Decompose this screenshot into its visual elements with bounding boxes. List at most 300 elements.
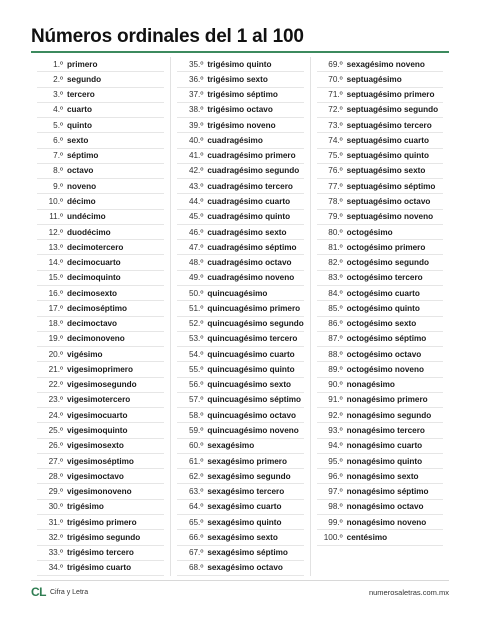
table-row — [317, 118, 443, 133]
table-row — [177, 149, 303, 164]
ordinal-number: 37.º — [188, 90, 204, 100]
ordinal-number: 76.º — [328, 166, 343, 176]
ordinal-number: 22.º — [48, 380, 63, 390]
ordinal-number: 24.º — [48, 410, 63, 420]
ordinal-number: 6.º — [53, 135, 63, 145]
ordinal-number: 62.º — [188, 471, 204, 481]
ordinal-number: 27.º — [48, 456, 63, 466]
table-row — [317, 194, 443, 209]
ordinal-word: vigesimoquinto — [67, 426, 128, 435]
table-row — [317, 515, 443, 530]
table-row — [177, 240, 303, 255]
ordinal-number: 32.º — [48, 532, 63, 542]
ordinal-word: trigésimo cuarto — [67, 563, 132, 573]
ordinal-word: octogésimo octavo — [346, 349, 422, 359]
ordinal-word: vigesimoprimero — [67, 364, 133, 374]
ordinal-word: decimosexto — [67, 288, 118, 298]
table-row — [37, 301, 164, 316]
table-row — [317, 317, 443, 332]
table-row — [177, 57, 303, 72]
ordinal-number: 52.º — [188, 319, 204, 329]
ordinal-word: octogésimo séptimo — [346, 334, 427, 344]
ordinal-word: trigésimo noveno — [207, 120, 276, 130]
ordinal-number: 80.º — [328, 227, 343, 237]
table-row — [317, 332, 443, 347]
table-row — [37, 240, 164, 255]
table-row — [37, 271, 164, 286]
table-row — [177, 317, 303, 332]
ordinal-word: quincuagésimo octavo — [207, 410, 297, 420]
ordinal-word: nonagésimo quinto — [346, 456, 423, 466]
logo-text: Cifra y Letra — [50, 588, 89, 596]
table-row — [177, 454, 303, 469]
ordinal-number: 28.º — [48, 471, 63, 481]
ordinal-number: 17.º — [48, 303, 63, 313]
table-row — [37, 103, 164, 118]
ordinal-number: 65.º — [188, 517, 204, 527]
table-row — [317, 469, 443, 484]
ordinal-word: cuadragésimo noveno — [207, 273, 295, 283]
table-row — [37, 484, 164, 499]
table-row — [317, 362, 443, 377]
table-row — [317, 301, 443, 316]
ordinal-number: 59.º — [188, 426, 204, 435]
ordinal-number: 9.º — [53, 181, 63, 191]
ordinal-number: 86.º — [328, 319, 343, 329]
ordinal-number: 21.º — [48, 364, 63, 374]
ordinal-word: septuagésimo séptimo — [346, 181, 436, 191]
ordinal-number: 20.º — [48, 349, 63, 359]
table-row — [177, 72, 303, 87]
ordinal-word: segundo — [67, 74, 102, 84]
ordinal-word: octogésimo sexto — [346, 319, 417, 329]
ordinal-word: trigésimo tercero — [67, 548, 134, 558]
title-divider — [31, 51, 449, 53]
ordinal-word: octogésimo quinto — [346, 303, 420, 313]
ordinal-word: septuagésimo sexto — [346, 166, 426, 176]
table-row — [317, 500, 443, 515]
ordinal-number: 12.º — [48, 227, 63, 237]
ordinal-number: 3.º — [53, 90, 63, 100]
table-row — [317, 57, 443, 72]
ordinal-word: cuadragésimo sexto — [207, 227, 287, 237]
ordinal-word: vigesimonoveno — [67, 487, 132, 497]
ordinal-word: decimoquinto — [67, 273, 121, 283]
table-row — [37, 255, 164, 270]
ordinal-word: sexagésimo octavo — [207, 563, 283, 573]
ordinal-number: 100.º — [323, 532, 343, 542]
ordinal-word: octogésimo tercero — [346, 273, 423, 283]
table-row — [317, 286, 443, 301]
ordinal-word: vigésimo — [67, 349, 103, 359]
table-row — [37, 286, 164, 301]
ordinal-word: trigésimo octavo — [207, 105, 273, 115]
ordinal-word: quincuagésimo — [207, 288, 268, 298]
ordinal-word: sexagésimo primero — [207, 456, 287, 466]
ordinal-number: 34.º — [48, 563, 63, 573]
ordinal-number: 55.º — [188, 364, 204, 374]
ordinal-number: 74.º — [328, 135, 343, 145]
table-row — [177, 546, 303, 561]
ordinal-number: 14.º — [48, 258, 63, 268]
ordinal-word: trigésimo séptimo — [207, 90, 278, 100]
ordinal-word: quincuagésimo primero — [207, 303, 301, 313]
column-1 — [31, 57, 170, 576]
table-row — [37, 332, 164, 347]
ordinal-number: 93.º — [328, 426, 343, 435]
ordinal-number: 49.º — [188, 273, 204, 283]
table-row — [37, 194, 164, 209]
table-row — [317, 439, 443, 454]
ordinal-number: 11.º — [49, 212, 63, 222]
ordinal-number: 8.º — [53, 166, 63, 176]
table-row — [37, 88, 164, 103]
ordinal-word: sexto — [67, 135, 89, 145]
table-row — [37, 225, 164, 240]
ordinal-word: nonagésimo sexto — [346, 471, 419, 481]
table-row — [37, 439, 164, 454]
table-row — [317, 149, 443, 164]
table-row — [37, 72, 164, 87]
ordinal-word: sexagésimo tercero — [207, 487, 285, 497]
ordinal-number: 36.º — [188, 74, 204, 84]
table-row — [37, 57, 164, 72]
ordinal-word: undécimo — [67, 212, 106, 222]
ordinal-word: quincuagésimo noveno — [207, 426, 299, 435]
ordinal-word: nonagésimo noveno — [346, 517, 427, 527]
ordinal-word: cuadragésimo cuarto — [207, 197, 291, 207]
table-row — [177, 88, 303, 103]
ordinal-word: sexagésimo séptimo — [207, 548, 288, 558]
ordinal-number: 29.º — [48, 487, 63, 497]
ordinal-number: 1.º — [53, 59, 63, 69]
table-row — [177, 164, 303, 179]
ordinal-word: septuagésimo tercero — [346, 120, 432, 130]
ordinal-word: sexagésimo cuarto — [207, 502, 282, 512]
table-row — [177, 530, 303, 545]
ordinal-number: 75.º — [328, 151, 343, 161]
ordinal-number: 92.º — [328, 410, 343, 420]
ordinal-word: trigésimo sexto — [207, 74, 268, 84]
ordinal-number: 13.º — [48, 242, 63, 252]
table-row — [177, 362, 303, 377]
brand-logo — [31, 585, 88, 599]
ordinal-number: 43.º — [188, 181, 204, 191]
ordinal-word: tercero — [67, 90, 95, 100]
table-row — [177, 484, 303, 499]
ordinal-word: octogésimo noveno — [346, 364, 424, 374]
ordinal-word: duodécimo — [67, 227, 111, 237]
table-row — [37, 210, 164, 225]
table-row — [177, 301, 303, 316]
ordinal-number: 91.º — [328, 395, 343, 405]
ordinal-word: trigésimo — [67, 502, 104, 512]
ordinal-word: cuadragésimo quinto — [207, 212, 291, 222]
ordinal-number: 77.º — [328, 181, 343, 191]
table-row — [317, 240, 443, 255]
ordinal-number: 56.º — [188, 380, 204, 390]
ordinal-number: 50.º — [188, 288, 204, 298]
ordinal-word: cuadragésimo tercero — [207, 181, 293, 191]
table-row — [37, 347, 164, 362]
ordinal-number: 54.º — [188, 349, 204, 359]
ordinal-word: noveno — [67, 181, 97, 191]
ordinal-number: 40.º — [188, 135, 204, 145]
ordinal-number: 35.º — [188, 59, 204, 69]
ordinal-number: 47.º — [188, 242, 204, 252]
ordinal-word: octavo — [67, 166, 94, 176]
ordinal-word: trigésimo quinto — [207, 59, 272, 69]
table-row — [177, 347, 303, 362]
ordinal-number: 23.º — [48, 395, 63, 405]
table-row — [37, 561, 164, 576]
ordinal-number: 19.º — [48, 334, 63, 344]
ordinal-number: 66.º — [188, 532, 204, 542]
table-row — [177, 118, 303, 133]
ordinal-number: 18.º — [48, 319, 63, 329]
table-row — [317, 210, 443, 225]
table-row — [177, 133, 303, 148]
ordinal-number: 94.º — [328, 441, 343, 451]
ordinal-number: 46.º — [188, 227, 204, 237]
ordinal-word: nonagésimo séptimo — [346, 487, 429, 497]
table-row — [177, 210, 303, 225]
table-row — [37, 515, 164, 530]
ordinal-number: 26.º — [48, 441, 63, 451]
table-row — [317, 133, 443, 148]
ordinal-word: vigesimotercero — [67, 395, 131, 405]
ordinal-number: 70.º — [328, 74, 343, 84]
table-row — [317, 164, 443, 179]
table-row — [37, 530, 164, 545]
table-row — [317, 530, 443, 545]
ordinal-number: 60.º — [188, 441, 204, 451]
ordinal-word: octogésimo — [346, 227, 393, 237]
ordinal-word: decimoctavo — [67, 319, 118, 329]
ordinal-word: quincuagésimo quinto — [207, 364, 295, 374]
ordinal-word: septuagésimo octavo — [346, 197, 431, 207]
ordinal-number: 95.º — [328, 456, 343, 466]
ordinal-word: decimoséptimo — [67, 303, 128, 313]
table-row — [317, 378, 443, 393]
ordinal-number: 15.º — [48, 273, 63, 283]
table-row — [317, 484, 443, 499]
table-row — [37, 164, 164, 179]
table-row — [37, 408, 164, 423]
ordinal-number: 63.º — [188, 487, 204, 497]
ordinal-number: 5.º — [53, 120, 63, 130]
ordinal-number: 38.º — [188, 105, 204, 115]
ordinal-number: 96.º — [328, 471, 343, 481]
ordinal-word: septuagésimo cuarto — [346, 135, 430, 145]
table-row — [317, 103, 443, 118]
table-row — [177, 439, 303, 454]
table-row — [177, 561, 303, 576]
ordinal-word: sexagésimo segundo — [207, 471, 291, 481]
ordinal-number: 69.º — [328, 59, 343, 69]
ordinal-number: 16.º — [48, 288, 63, 298]
ordinal-word: sexagésimo quinto — [207, 517, 282, 527]
ordinal-number: 7.º — [53, 151, 63, 161]
table-row — [317, 347, 443, 362]
table-row — [177, 378, 303, 393]
ordinal-number: 10.º — [48, 197, 63, 207]
ordinal-number: 97.º — [328, 487, 343, 497]
ordinal-number: 44.º — [188, 197, 204, 207]
ordinal-word: octogésimo cuarto — [346, 288, 420, 298]
table-row — [177, 408, 303, 423]
ordinal-number: 61.º — [188, 456, 204, 466]
ordinal-word: decimonoveno — [67, 334, 125, 344]
table-row — [37, 546, 164, 561]
ordinal-word: decimocuarto — [67, 258, 121, 268]
ordinal-number: 90.º — [328, 380, 343, 390]
ordinal-number: 53.º — [188, 334, 204, 344]
ordinal-word: septuagésimo — [346, 74, 402, 84]
ordinal-word: octogésimo primero — [346, 242, 426, 252]
ordinal-number: 31.º — [48, 517, 63, 527]
ordinal-number: 79.º — [328, 212, 343, 222]
ordinal-word: quincuagésimo cuarto — [207, 349, 295, 359]
ordinal-word: vigesimocuarto — [67, 410, 128, 420]
ordinal-word: quincuagésimo segundo — [207, 319, 304, 329]
ordinal-word: trigésimo segundo — [67, 532, 141, 542]
ordinal-number: 2.º — [53, 74, 63, 84]
ordinal-number: 25.º — [48, 426, 63, 435]
table-row — [37, 362, 164, 377]
ordinal-word: decimotercero — [67, 242, 124, 252]
table-row — [177, 255, 303, 270]
ordinal-number: 42.º — [188, 166, 204, 176]
table-row — [177, 332, 303, 347]
table-row — [37, 423, 164, 438]
table-row — [37, 149, 164, 164]
ordinal-word: vigesimoctavo — [67, 471, 124, 481]
table-row — [37, 469, 164, 484]
ordinal-word: vigesimosexto — [67, 441, 124, 451]
ordinal-word: septuagésimo segundo — [346, 105, 439, 115]
ordinal-number: 41.º — [188, 151, 204, 161]
table-row — [37, 378, 164, 393]
ordinal-number: 48.º — [188, 258, 204, 268]
ordinal-word: septuagésimo primero — [346, 90, 435, 100]
table-row — [177, 469, 303, 484]
column-2 — [170, 57, 309, 576]
ordinal-word: cuadragésimo séptimo — [207, 242, 297, 252]
ordinal-word: vigesimosegundo — [67, 380, 137, 390]
ordinal-word: nonagésimo octavo — [346, 502, 424, 512]
table-row — [177, 103, 303, 118]
website-url: numerosaletras.com.mx — [368, 588, 449, 597]
ordinal-word: sexagésimo sexto — [207, 532, 278, 542]
table-row — [37, 118, 164, 133]
ordinal-number: 78.º — [328, 197, 343, 207]
ordinal-word: quincuagésimo sexto — [207, 380, 292, 390]
ordinal-word: nonagésimo — [346, 380, 395, 390]
ordinal-number: 83.º — [328, 273, 343, 283]
ordinal-number: 72.º — [328, 105, 343, 115]
table-row — [37, 393, 164, 408]
ordinal-word: vigesimoséptimo — [67, 456, 134, 466]
ordinal-word: quincuagésimo tercero — [207, 334, 298, 344]
table-row — [37, 454, 164, 469]
footer-divider — [31, 580, 449, 581]
column-3 — [310, 57, 449, 576]
ordinal-word: sexagésimo — [207, 441, 255, 451]
table-row — [317, 271, 443, 286]
ordinal-word: sexagésimo noveno — [346, 59, 425, 69]
ordinal-number: 82.º — [328, 258, 343, 268]
ordinal-number: 89.º — [328, 364, 343, 374]
table-row — [317, 408, 443, 423]
table-row — [317, 255, 443, 270]
ordinal-word: primero — [67, 59, 98, 69]
table-row — [177, 393, 303, 408]
ordinal-word: centésimo — [346, 532, 388, 542]
logo-mark: CL — [31, 585, 46, 599]
table-row — [177, 423, 303, 438]
ordinal-word: octogésimo segundo — [346, 258, 429, 268]
ordinal-word: cuadragésimo octavo — [207, 258, 292, 268]
table-row — [37, 500, 164, 515]
table-row — [317, 88, 443, 103]
table-row — [37, 317, 164, 332]
ordinal-word: nonagésimo cuarto — [346, 441, 423, 451]
table-row — [37, 179, 164, 194]
ordinal-number: 98.º — [328, 502, 343, 512]
ordinal-number: 84.º — [328, 288, 343, 298]
ordinal-number: 81.º — [328, 242, 343, 252]
ordinal-word: cuadragésimo primero — [207, 151, 296, 161]
ordinals-table — [31, 57, 449, 576]
table-row — [317, 423, 443, 438]
ordinal-number: 64.º — [188, 502, 204, 512]
ordinal-number: 33.º — [48, 548, 63, 558]
table-row — [317, 393, 443, 408]
table-row — [177, 225, 303, 240]
table-row — [177, 286, 303, 301]
ordinal-word: cuadragésimo — [207, 135, 263, 145]
ordinal-number: 4.º — [53, 105, 63, 115]
table-row — [177, 500, 303, 515]
ordinal-number: 51.º — [188, 303, 204, 313]
table-row — [317, 179, 443, 194]
table-row — [177, 515, 303, 530]
table-row — [317, 454, 443, 469]
ordinal-number: 68.º — [188, 563, 204, 573]
ordinal-word: décimo — [67, 197, 96, 207]
ordinal-word: cuarto — [67, 105, 93, 115]
ordinal-number: 85.º — [328, 303, 343, 313]
ordinal-word: quincuagésimo séptimo — [207, 395, 302, 405]
table-row — [177, 271, 303, 286]
ordinal-number: 87.º — [328, 334, 343, 344]
ordinal-number: 39.º — [188, 120, 204, 130]
ordinal-word: nonagésimo primero — [346, 395, 428, 405]
ordinal-number: 71.º — [328, 90, 343, 100]
ordinal-word: cuadragésimo segundo — [207, 166, 300, 176]
ordinal-number: 73.º — [328, 120, 343, 130]
ordinal-word: nonagésimo segundo — [346, 410, 432, 420]
ordinal-number: 99.º — [328, 517, 343, 527]
ordinal-number: 57.º — [188, 395, 204, 405]
table-row — [177, 194, 303, 209]
table-row — [177, 179, 303, 194]
ordinal-word: trigésimo primero — [67, 517, 137, 527]
ordinal-word: quinto — [67, 120, 93, 130]
table-row — [317, 72, 443, 87]
ordinal-number: 45.º — [188, 212, 204, 222]
